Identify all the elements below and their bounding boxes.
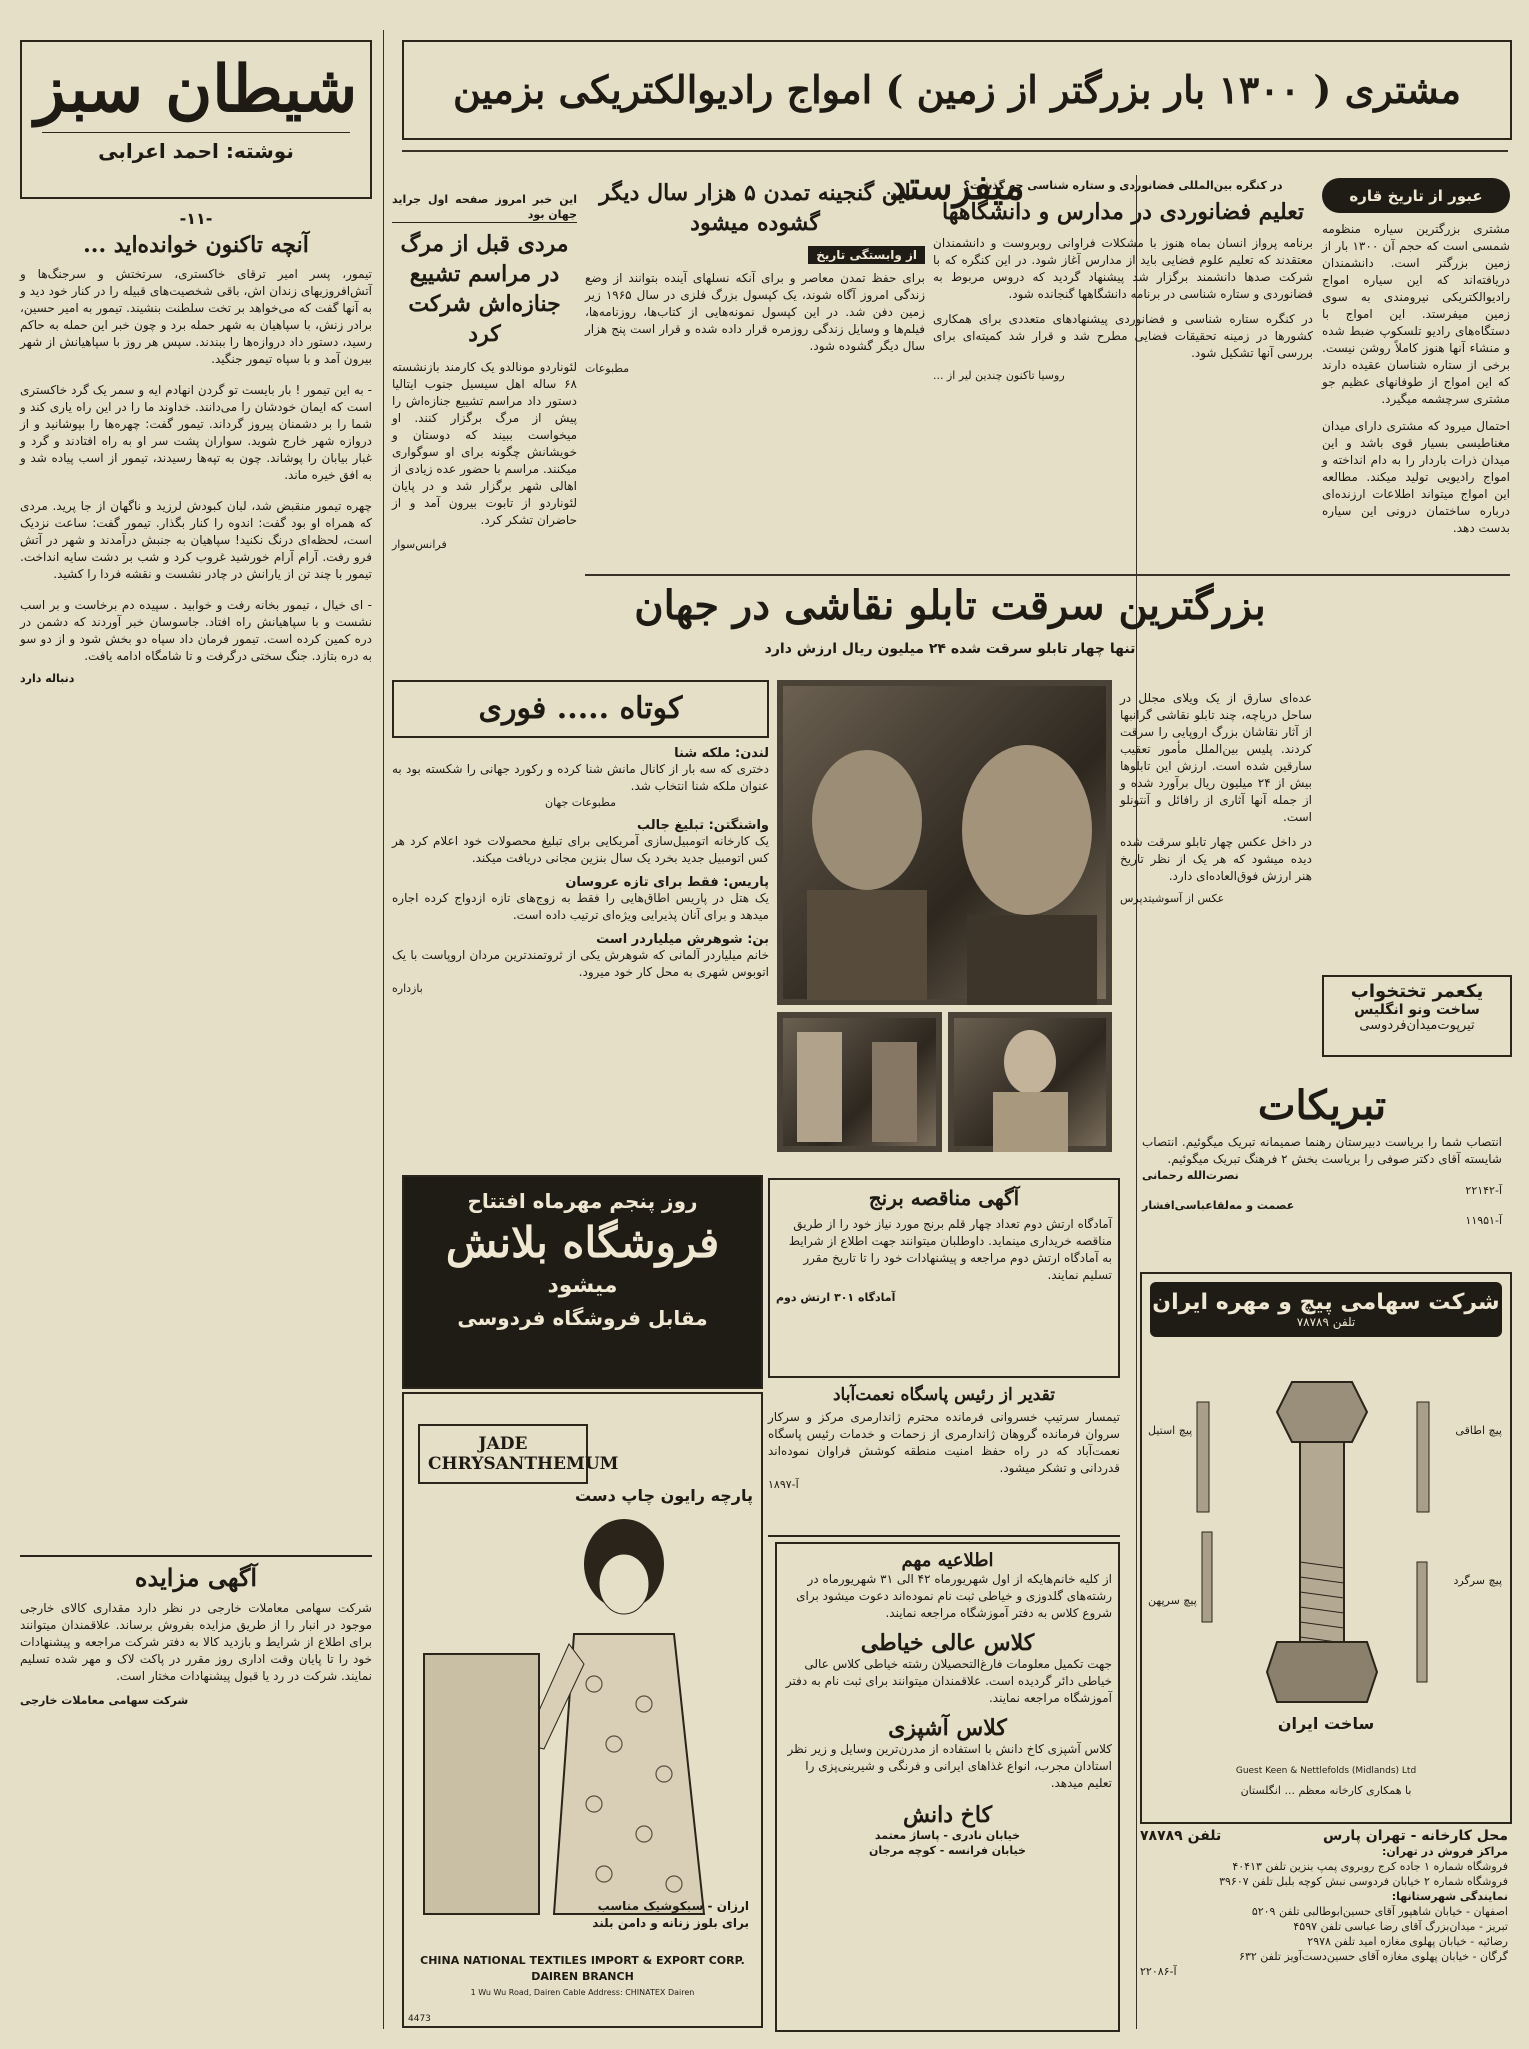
address-line: مراکز فروش در تهران:: [1382, 1845, 1508, 1858]
notice-body: از کلیه خانم‌هایکه از اول شهریورماه ۴۲ الی ۳۱ شهریورماه در رشته‌های گلدوزی و خیاطی ثبت نام نموده‌اند دعوت میشود برای شروع کلاس به دفتر آموزشگاه مراجعه نمایند.: [796, 1572, 1112, 1620]
congrats-sign-2: عصمت و مه‌لقاعباسی‌افشار: [1142, 1199, 1295, 1212]
address-line: فروشگاه شماره ۲ خیابان فردوسی نبش کوچه بلبل تلفن ۳۹۶۰۷: [1219, 1875, 1508, 1888]
congrats: [1136, 1078, 1508, 1268]
jade-small-2: برای بلوز زنانه و دامن بلند: [592, 1916, 749, 1930]
short-news-header: [392, 680, 769, 738]
jupiter-body: مشتری بزرگترین سیاره منظومه شمسی است که حجم آن ۱۳۰۰ بار از زمین بزرگتر است. دانشمندان دریافته‌اند که این سیاره امواج رادیوالکتریکی نیرومندی به سوی زمین میفرستد. این امواج با دستگاه‌های رادیو تلسکوپ ضبط شده و منشاء آنها هنوز کاملاً روشن نیست. برخی از ستاره شناسان عقیده دارند که این امواج از طوفانهای عظیم جو مشتری سرچشمه میگیرد.: [1322, 222, 1510, 406]
store-ad-line1: روز پنجم مهرماه افتتاح: [467, 1189, 698, 1213]
bolt-english: Guest Keen & Nettlefolds (Midlands) Ltd: [1235, 1766, 1417, 1776]
store-ad-line2: فروشگاه بلانش: [445, 1218, 720, 1267]
bolt-made-in: ساخت ایران: [1277, 1714, 1375, 1733]
congrats-body: انتصاب شما را بریاست دبیرستان رهنما صمیمانه تبریک میگوئیم. انتصاب شایسته آقای دکتر صوفی را بریاست بخش ۲ فرهنگ تبریک میگوئیم.: [1142, 1135, 1502, 1166]
cooking-body: کلاس آشپزی کاخ دانش با استفاده از مدرن‌ترین وسایل و زیر نظر استادان مجرب، انواع غذاهای ایرانی و فرنگی و شیرینی‌پزی را تعلیم میدهد.: [787, 1742, 1112, 1790]
short-news-item: [392, 746, 769, 810]
bolt-label: پیچ اطاقی: [1455, 1424, 1502, 1437]
painting-photo-2: [777, 1012, 942, 1152]
serial-heading: آنچه تاکنون خوانده‌اید ...: [83, 232, 309, 258]
short-news-source: بازداره: [392, 982, 423, 995]
death-title: مردی قبل از مرگ در مراسم تشییع جنازه‌اش شرکت کرد: [400, 231, 569, 347]
jupiter-body-2: احتمال میرود که مشتری دارای میدان مغناطیسی بسیار قوی باشد و این میدان ذرات باردار را به دام انداخته و امواج رادیویی تولید میکند. مطالعه این امواج میتواند اطلاعات ارزنده‌ای درباره ساختمان درونی این سیاره بدست دهد.: [1322, 419, 1510, 535]
painting-subtitle: تنها چهار تابلو سرقت شده ۲۴ میلیون ریال ارزش دارد: [764, 641, 1136, 657]
space-source: روسیا تاکنون چندین لیر از ...: [933, 369, 1065, 382]
address-line: نمایندگی شهرستانها:: [1391, 1890, 1508, 1903]
serial-text-3: چهره تیمور منقبض شد، لبان کبودش لرزید و ناگهان از جا پرید. مردی که همراه او بود گفت: اندوه را کنار بگذار. تیمور گفت: ساعت نزدیک است، لحظه‌ای درنگ نکنید! سپاهیان به جنبش درآمدند و شهر در آتش فرو رفت. آرام آرام خورشید غروب کرد و شب بر دشت سایه انداخت. تیمور با چند تن از یارانش در چادر نشست و نقشه فردا را کشید.: [20, 499, 372, 581]
painting-body: عده‌ای سارق از یک ویلای مجلل در ساحل دریاچه، چند تابلو نقاشی گرانبها از آثار نقاشان بزرگ اروپایی را سرقت کردند. پلیس بین‌الملل مأمور تعقیب سارقین شده است. ارزش این تابلوها بیش از ۲۴ میلیون ریال برآورد شده و از جمله آنها آثاری از رافائل و آنتونلو است.: [1120, 691, 1312, 824]
jade-brand: JADE CHRYSANTHEMUM: [418, 1424, 588, 1484]
address-line: گرگان - خیابان پهلوی مغازه آقای حسین‌دست‌آویز تلفن ۶۳۲: [1239, 1950, 1508, 1963]
treasure-article: [585, 178, 925, 578]
auction-body: شرکت سهامی معاملات خارجی در نظر دارد مقداری کالای خارجی موجود در انبار را از طریق مزایده بفروش برساند. علاقمندان میتوانند برای اطلاع از شرایط و بازدید کالا به دفتر شرکت مراجعه و پیشنهادات خود را تا پایان وقت اداری روز مقرر در پاکت لاک و مهر شده تسلیم نمایند. شرکت در رد یا قبول پیشنهادات مختار است.: [20, 1601, 372, 1683]
bolt-label: پیچ سرپهن: [1148, 1594, 1197, 1607]
store-ad: [402, 1175, 763, 1389]
space-title: تعلیم فضانوردی در مدارس و دانشگاهها: [942, 199, 1304, 225]
bolt-illustration: [1142, 1362, 1510, 1742]
treasure-tag: از وابستگی تاریخ: [808, 246, 925, 264]
treasure-body: برای حفظ تمدن معاصر و برای آنکه نسلهای آینده بتوانند از وضع زندگی امروز آگاه شوند، یک کپسول بزرگ فلزی در سال ۱۹۶۵ زیر زمین دفن شد. در این کپسول نمونه‌هایی از کتاب‌ها، روزنامه‌ها، فیلم‌ها و وسایل زندگی روزمره قرار داده شده و قرار است پنج هزار سال دیگر گشوده شود.: [585, 271, 925, 353]
jade-tagline: پارچه رایون چاپ دست: [574, 1486, 754, 1505]
jupiter-article: [1322, 178, 1510, 948]
jade-branch: DAIREN BRANCH: [531, 1970, 634, 1983]
bolt-caption: با همکاری کارخانه معظم ... انگلستان: [1240, 1784, 1412, 1797]
jade-number: 4473: [408, 2014, 431, 2024]
space-body-2: در کنگره ستاره شناسی و فضانوردی پیشنهادهای متعددی برای همکاری کشورها در زمینه تحقیقات فضایی مطرح شد و قرار شد کمیته‌ای برای بررسی آنها تشکیل شود.: [933, 312, 1313, 360]
bed-ad-line3: تیرپوت‌میدان‌فردوسی: [1359, 1018, 1475, 1033]
store-ad-line4: مقابل فروشگاه فردوسی: [457, 1306, 708, 1330]
main-headline: مشتری ( ۱۳۰۰ بار بزرگتر از زمین ) امواج رادیوالکتریکی بزمین میفرستد: [452, 67, 1461, 208]
short-news: [392, 680, 769, 1160]
death-kicker: این خبر امروز صفحه اول جراید جهان بود: [392, 193, 577, 221]
short-news-text: یک کارخانه اتومبیل‌سازی آمریکایی برای تبلیغ محصولات خود اعلام کرد هر کس اتومبیل جدید بخرد یک سال بنزین مجانی دریافت میکند.: [392, 834, 769, 865]
serial-title: شیطان سبز: [34, 52, 358, 127]
short-news-title: کوتاه ..... فوری: [478, 691, 683, 726]
painting-body-2: در داخل عکس چهار تابلو سرقت شده دیده میشود که هر یک از نظر تاریخ هنر ارزش فوق‌العاده‌ای دارد.: [1120, 835, 1312, 883]
painting-caption: عکس از آسوشیتدپرس: [1120, 892, 1225, 905]
serial-text-4: - ای خیال ، تیمور بخانه رفت و خوابید . سپیده دم برخاست و بر اسب نشست و با سپاهیانش راه افتاد. جاسوسان خبر آوردند که دشمن در دره کمین کرده است. تیمور فرمان داد سپاه دو بخش شود و از دو سو به دره بتازد. جنگ سختی درگرفت و تا شامگاه ادامه یافت.: [20, 598, 372, 663]
bed-ad: [1322, 975, 1512, 1057]
short-news-city: لندن: ملکه شنا: [674, 746, 769, 761]
appreciation: [768, 1385, 1120, 1537]
bed-ad-line2: ساخت ونو انگلیس: [1354, 1002, 1480, 1018]
bolt-label: پیچ سرگرد: [1453, 1574, 1502, 1587]
painting-text: [1120, 690, 1312, 1070]
bolt-ad: [1140, 1272, 1512, 1824]
store-ad-line3: میشود: [547, 1273, 618, 1298]
notice-title: اطلاعیه مهم: [901, 1550, 994, 1571]
auction-title: آگهی مزایده: [134, 1563, 258, 1592]
serial-author: نوشته: احمد اعرابی: [42, 132, 350, 163]
cooking-address-1: خیابان نادری - پاساژ معتمد: [874, 1829, 1021, 1842]
short-news-text: خانم میلیاردر آلمانی که شوهرش یکی از ثروتمندترین مردان اروپاست با یک اتوبوس شهری به محل کار خود میرود.: [392, 948, 769, 979]
congrats-code-2: آ-۱۱۹۵۱: [1465, 1214, 1502, 1227]
tender-body: آمادگاه ارتش دوم تعداد چهار قلم برنج مورد نیاز خود را از طریق مناقصه خریداری مینماید. داوطلبان میتوانند جهت اطلاع از شرایط به آمادگاه ارتش دوم مراجعه و پیشنهادات خود را تا تاریخ مقرر تسلیم نمایند.: [788, 1217, 1112, 1282]
jupiter-tag-box: [1322, 178, 1510, 213]
short-news-text: یک هتل در پاریس اطاق‌هایی را فقط به زوج‌های تازه ازدواج کرده اجاره میدهد و برای آنان پذیرایی ویژه‌ای ترتیب داده است.: [392, 891, 769, 922]
space-body: برنامه پرواز انسان بماه هنوز با مشکلات فراوانی روبروست و دانشمندان معتقدند که تعلیم علوم فضایی باید از مدارس آغاز شود. در این کنگره که با شرکت صدها دانشمند برگزار شد پیشنهاد گردید که دروس مربوط به فضانوردی و ستاره شناسی در برنامه دانشگاهها گنجانده شود.: [933, 236, 1313, 301]
tailoring-title: کلاس عالی خیاطی: [860, 1630, 1035, 1656]
tailoring-body: جهت تکمیل معلومات فارغ‌التحصیلان رشته خیاطی کلاس عالی خیاطی دائر گردیده است. علاقمندان میتوانند برای ثبت نام به دفتر آموزشگاه مراجعه نمایند.: [785, 1657, 1112, 1705]
address-line: رضائیه - خیابان پهلوی مغازه امید تلفن ۲۹۷۸: [1307, 1935, 1508, 1948]
school-notices: [775, 1542, 1120, 2032]
congrats-sign-1: نصرت‌الله رحمانی: [1142, 1169, 1239, 1182]
congrats-title: تبریکات: [1257, 1082, 1387, 1129]
bolt-ad-header: [1150, 1282, 1502, 1337]
serial-column: [20, 40, 372, 2030]
address-header: محل کارخانه - تهران پارس: [1323, 1828, 1508, 1844]
bolt-ad-phone: تلفن ۷۸۷۸۹: [1296, 1315, 1356, 1329]
space-article: [933, 178, 1313, 578]
jade-address: 1 Wu Wu Road, Dairen Cable Address: CHINATEX Dairen: [470, 1988, 695, 1997]
serial-text-2: - به این تیمور ! بار بایست تو گردن انهادم ایه و سمر یک گرد خاکستری است که ایمان خودشان را می‌دانند. خداوند ما را در این راه یاری کند و شما را بر دشمنان پیروز گرداند. تیمور گفت: چهره‌ها را بپوشانید و از دروازه شهر خارج شوید. سواران پشت سر او به راه افتادند و گرد و غبار بیابان را پوشاند. چون به تپه‌ها رسیدند، تیمور از اسب پیاده شد و به افق خیره ماند.: [20, 383, 372, 482]
jupiter-tag: عبور از تاریخ قاره: [1349, 187, 1483, 205]
short-news-city: پاریس: فقط برای تازه عروسان: [565, 875, 769, 890]
painting-title: بزرگترین سرقت تابلو نقاشی در جهان: [634, 582, 1266, 629]
tender-title: آگهی مناقصه برنج: [868, 1186, 1020, 1210]
bolt-ad-title: شرکت سهامی پیچ و مهره ایران: [1152, 1290, 1500, 1315]
tender-signature: آمادگاه ۳۰۱ ارتش دوم: [776, 1291, 896, 1304]
cooking-school: کاخ دانش: [902, 1802, 993, 1828]
appreciation-code: آ-۱۸۹۷: [768, 1478, 799, 1491]
serial-masthead: [20, 40, 372, 199]
bolt-label: پیچ استیل: [1148, 1424, 1193, 1437]
cooking-title: کلاس آشپزی: [888, 1715, 1007, 1741]
appreciation-body: تیمسار سرتیپ خسروانی فرمانده محترم ژاندارمری مرکز و سرکار سروان فرمانده گروهان ژاندارمری از زحمات و خدمات رئیس پاسگاه نعمت‌آباد که در راه حفظ امنیت منطقه کوشش فراوان نموده‌اند قدردانی و تشکر میشود.: [768, 1410, 1120, 1475]
serial-text-1: تیمور، پسر امیر ترقای خاکستری، سرتختش و سرجنگ‌ها و آتش‌افروزیهای زندان اش، باقی شخصیت‌های قبیله را در کنار خود دید و به آنها گفت که می‌خواهد بر تخت سلطنت بنشیند. تیمور به امیر حسین، برادر زنش، با سپاهیان به شهر حمله برد و چون خبر این حمله به حاکم رسید، دستور داد دروازه‌ها را ببندند. سپس هر روز با سپاهیانش از شهر بیرون آمد و با سپاه تیمور جنگید.: [20, 267, 372, 366]
jade-small-1: ارزان - سبکوشیک مناسب: [597, 1899, 749, 1913]
auction-notice: [20, 1555, 372, 1708]
appreciation-title: تقدیر از رئیس پاسگاه نعمت‌آباد: [832, 1385, 1055, 1405]
short-news-source: مطبوعات جهان: [545, 796, 616, 809]
short-news-city: بن: شوهرش میلیاردر است: [596, 932, 769, 947]
short-news-text: دختری که سه بار از کانال مانش شنا کرده و رکورد جهانی را شکسته بود به عنوان ملکه شنا انتخاب شد.: [392, 762, 769, 793]
death-body: لئوناردو مونالدو یک کارمند بازنشسته ۶۸ ساله اهل سیسیل جنوب ایتالیا دستور داد مراسم تشییع جنازه‌اش را پیش از مرگ برگزار کنند. او میخواست ببیند که دوستان و خویشانش چگونه برای او سوگواری میکنند. مراسم با حضور عده زیادی از اهالی شهر برگزار شد و در پایان لئوناردو از تابوت بیرون آمد و از حاضران تشکر کرد.: [392, 360, 577, 527]
congrats-code-1: آ-۲۲۱۴۲: [1465, 1184, 1502, 1197]
short-news-city: واشنگتن: تبلیغ جالب: [636, 818, 769, 833]
space-kicker: در کنگره بین‌المللی فضانوردی و ستاره شناسی چه گذشت؟: [963, 179, 1283, 192]
address-line: فروشگاه شماره ۱ جاده کرج روبروی پمپ بنزین تلفن ۴۰۴۱۳: [1232, 1860, 1508, 1873]
address-phone: تلفن ۷۸۷۸۹: [1140, 1828, 1222, 1844]
auction-signature: شرکت سهامی معاملات خارجی: [20, 1694, 189, 1707]
short-news-item: [392, 875, 769, 924]
jade-ad: [402, 1392, 763, 2028]
serial-continued: دنباله دارد: [20, 672, 75, 685]
bed-ad-line1: یکعمر تختخواب: [1350, 981, 1484, 1002]
short-news-item: [392, 932, 769, 996]
jade-company: CHINA NATIONAL TEXTILES IMPORT & EXPORT CORP.: [420, 1954, 745, 1967]
painting-photo-3: [948, 1012, 1112, 1152]
cooking-address-2: خیابان فرانسه - کوچه مرجان: [869, 1844, 1026, 1857]
treasure-source: مطبوعات: [585, 362, 630, 375]
painting-photo-1: [777, 680, 1112, 1005]
tender-notice: [768, 1178, 1120, 1378]
short-news-item: [392, 818, 769, 867]
address-line: تبریز - میدان‌بزرگ آقای رضا عباسی تلفن ۴۵۹۷: [1293, 1920, 1508, 1933]
treasure-title: این گنجینه تمدن ۵ هزار سال دیگر گشوده میشود: [599, 180, 911, 236]
death-source: فرانس‌سوار: [392, 538, 447, 551]
address-header-row: [1140, 1828, 1508, 1844]
address-line: اصفهان - خیابان شاهپور آقای حسین‌ابوطالبی تلفن ۵۲۰۹: [1251, 1905, 1508, 1918]
address-line: آ-۲۲۰۸۶: [1140, 1965, 1177, 1978]
bolt-addresses: [1140, 1828, 1508, 2033]
serial-chapter: -۱۱-: [179, 209, 213, 228]
